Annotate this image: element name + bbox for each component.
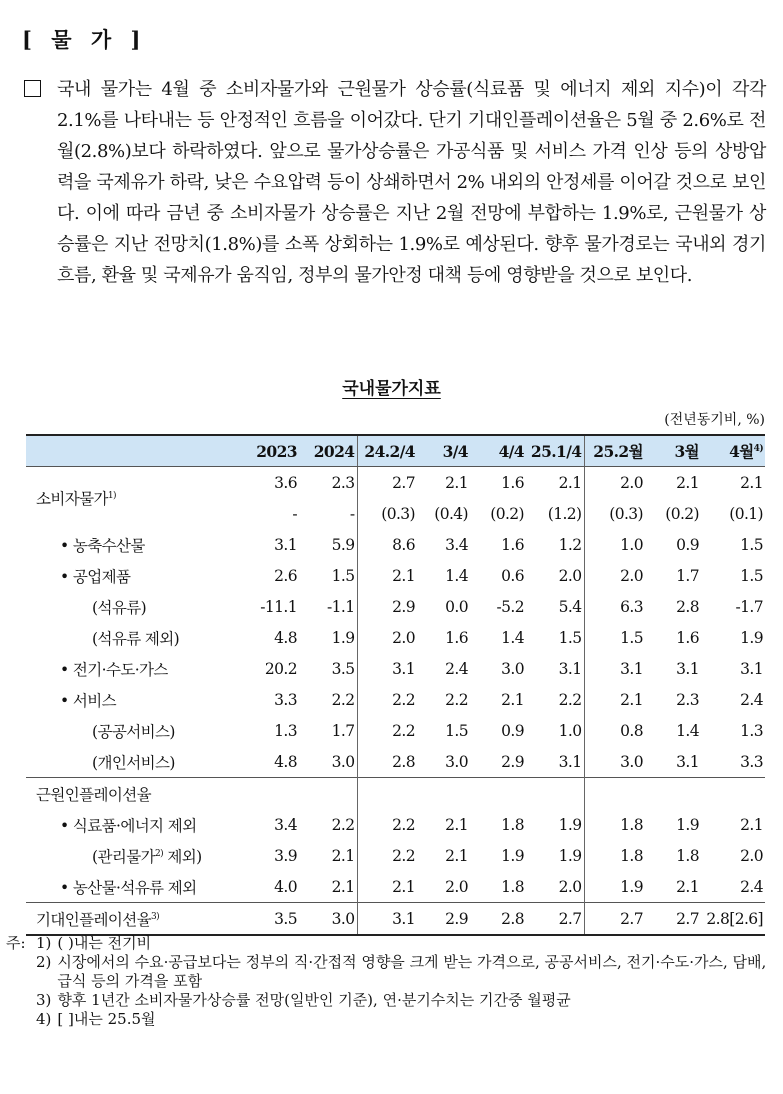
table-cell: 0.9 (501, 721, 524, 740)
table-cell: 3.0 (445, 752, 468, 771)
table-cell: 2.7 (357, 467, 417, 499)
table-cell (470, 778, 526, 810)
table-cell: 0.8 (584, 715, 645, 746)
header-cell: 25.2월 (584, 435, 645, 467)
note-item (6, 934, 771, 953)
row-label: • 공업제품 (60, 567, 131, 586)
table-cell: 2.0 (558, 877, 582, 896)
table-cell: 3.1 (740, 659, 763, 678)
table-cell: 1.7 (331, 721, 355, 740)
table-cell: 2.0 (740, 846, 763, 865)
table-cell: 1.4 (501, 628, 524, 647)
table-cell: 2.1 (445, 846, 468, 865)
table-cell: (0.2) (490, 504, 524, 523)
footnote-mark: 3) (151, 911, 160, 922)
row-label-text: 기대인플레이션율 (36, 910, 151, 929)
table-cell (526, 778, 584, 810)
row-label-text: 소비자물가 (36, 490, 108, 508)
table-cell: 2.2 (357, 715, 417, 746)
table-cell: 2.4 (445, 659, 468, 678)
header-cell: 2023 (241, 435, 299, 467)
row-label: • 서비스 (60, 691, 116, 710)
table-cell: 3.3 (740, 752, 763, 771)
table-cell: 3.4 (445, 535, 468, 554)
table-cell: 20.2 (264, 659, 297, 678)
note-item (36, 953, 771, 991)
table-cell (357, 778, 417, 810)
note-number: 4) (36, 1010, 52, 1028)
footnote-mark: 1) (107, 490, 116, 501)
table-cell: - (292, 504, 297, 523)
table-cell: 1.0 (584, 529, 645, 560)
table-cell: 1.5 (740, 566, 763, 585)
table-cell: 3.1 (558, 752, 582, 771)
table-cell: 1.0 (558, 721, 582, 740)
table-cell: 2.1 (331, 846, 355, 865)
table-cell: 2.0 (357, 622, 417, 653)
note-text: ( )내는 전기비 (57, 934, 152, 952)
table-cell (241, 778, 299, 810)
table-row (26, 529, 765, 560)
table-cell (417, 778, 470, 810)
table-cell: 1.8 (501, 815, 524, 834)
table-cell: 2.1 (357, 871, 417, 903)
table-cell: 3.1 (558, 659, 582, 678)
table-cell: 1.7 (676, 566, 699, 585)
table-cell: 2.1 (445, 473, 468, 492)
table-cell: 1.5 (331, 566, 355, 585)
table-cell: 2.1 (740, 473, 763, 492)
table-cell: 2.1 (676, 877, 699, 896)
table-cell: 2.7 (526, 903, 584, 936)
row-label: (개인서비스) (92, 753, 175, 772)
table-row (26, 715, 765, 746)
footnote-mark: 4) (753, 443, 763, 454)
note-text: 향후 1년간 소비자물가상승률 전망(일반인 기준), 연·분기수치는 기간중 월평균 (57, 991, 571, 1009)
row-label: (석유류) (92, 598, 147, 617)
table-cell: 2.7 (584, 903, 645, 936)
table-title-text: 국내물가지표 (342, 379, 441, 399)
table-cell: 4.8 (274, 752, 297, 771)
table-row (26, 778, 765, 810)
table-row (26, 684, 765, 715)
table-cell: 2.1 (676, 473, 699, 492)
header-cell-text: 4월 (729, 442, 754, 461)
table-cell: 3.1 (584, 653, 645, 684)
table-cell: 2.1 (584, 684, 645, 715)
table-cell: 1.4 (676, 721, 699, 740)
table-cell: 2.4 (740, 690, 763, 709)
note-number: 3) (36, 991, 52, 1009)
table-cell: 2.9 (501, 752, 524, 771)
table-cell: 1.6 (676, 628, 699, 647)
table-cell: 2.1 (331, 877, 355, 896)
row-label: (석유류 제외) (92, 629, 180, 648)
table-cell: 5.9 (331, 535, 355, 554)
table-cell: 1.5 (584, 622, 645, 653)
header-cell: 4/4 (470, 435, 526, 467)
table-cell: 3.4 (274, 815, 297, 834)
table-row (26, 467, 765, 499)
table-cell: 2.2 (357, 684, 417, 715)
table-cell: (0.3) (584, 498, 645, 529)
table-cell: (0.3) (357, 498, 417, 529)
checkbox-bullet-icon (24, 80, 41, 97)
table-title (0, 374, 783, 399)
table-cell: 2.7 (645, 903, 701, 936)
table-cell: 2.2 (331, 690, 355, 709)
table-cell: 1.3 (274, 721, 297, 740)
table-cell: 2.9 (417, 903, 470, 936)
table-cell: 2.2 (357, 809, 417, 840)
row-label: 근원인플레이션율 (26, 778, 241, 810)
table-cell: 0.0 (445, 597, 468, 616)
table-cell: 1.2 (558, 535, 582, 554)
table-row (26, 746, 765, 778)
header-label-cell (26, 435, 241, 467)
table-cell: 3.5 (331, 659, 355, 678)
note-number: 2) (36, 953, 52, 971)
table-cell: 2.1 (558, 473, 582, 492)
table-cell: 2.0 (584, 467, 645, 499)
table-cell (701, 778, 765, 810)
table-cell: 4.0 (274, 877, 297, 896)
table-cell: 2.2 (331, 815, 355, 834)
table-cell: (0.1) (729, 504, 763, 523)
table-row (26, 903, 765, 936)
header-cell: 24.2/4 (357, 435, 417, 467)
header-cell: 2024 (299, 435, 357, 467)
table-cell: 1.3 (740, 721, 763, 740)
row-label: • 농산물·석유류 제외 (60, 878, 197, 897)
table-cell: 0.9 (676, 535, 699, 554)
table-row (26, 809, 765, 840)
table-cell: 3.1 (676, 752, 699, 771)
table-cell: 6.3 (584, 591, 645, 622)
header-cell (701, 435, 765, 467)
table-header-row (26, 435, 765, 467)
table-row (26, 871, 765, 903)
table-cell (299, 778, 357, 810)
table-cell: 1.6 (501, 473, 524, 492)
table-cell: 8.6 (357, 529, 417, 560)
table-cell: 1.8 (584, 840, 645, 871)
table-cell: -11.1 (260, 597, 297, 616)
table-cell: 1.9 (558, 846, 582, 865)
table-cell: - (349, 504, 355, 523)
table-row (26, 840, 765, 871)
table-cell: 2.9 (357, 591, 417, 622)
table-cell: 2.0 (584, 560, 645, 591)
table-cell: 1.9 (501, 846, 524, 865)
row-label: • 식료품·에너지 제외 (60, 816, 197, 835)
table-row (26, 560, 765, 591)
price-indicator-table (26, 434, 765, 936)
table-cell: 3.3 (274, 690, 297, 709)
table-cell: 3.0 (501, 659, 524, 678)
table-cell: 3.1 (357, 903, 417, 936)
table-notes (6, 934, 771, 1029)
table-cell: 2.3 (676, 690, 699, 709)
table-cell: 1.4 (445, 566, 468, 585)
table-cell: -1.1 (327, 597, 355, 616)
table-cell: 1.9 (584, 871, 645, 903)
table-cell: 1.9 (558, 815, 582, 834)
section-title: [ 물 가 ] (22, 27, 147, 52)
table-cell: 1.5 (558, 628, 582, 647)
header-cell: 3월 (645, 435, 701, 467)
table-cell: 2.8 (676, 597, 699, 616)
note-item (36, 991, 771, 1010)
table-cell: 3.1 (274, 535, 297, 554)
table-unit: (전년동기비, %) (664, 412, 765, 428)
table-cell: 3.1 (357, 653, 417, 684)
notes-prefix: 주: (6, 934, 26, 952)
table-cell: 2.6 (274, 566, 297, 585)
table-cell (645, 778, 701, 810)
table-cell: 3.6 (274, 473, 297, 492)
table-cell: 2.2 (558, 690, 582, 709)
table-cell: 2.1 (445, 815, 468, 834)
table-cell: 2.4 (740, 877, 763, 896)
row-label-text: (관리물가 (92, 847, 155, 866)
table-cell: 1.9 (331, 628, 355, 647)
footnote-mark: 2) (154, 848, 163, 859)
table-cell: 2.8 (357, 746, 417, 778)
paragraph-text: 국내 물가는 4월 중 소비자물가와 근원물가 상승률(식료품 및 에너지 제외 지수)이 각각 2.1%를 나타내는 등 안정적인 흐름을 이어갔다. 단기 기대인플레이션율은 5월 중 2.6%로 전월(2.8%)보다 하락하였다. 앞으로 물가상승률은 가공식품 및 서비스 가격 인상 등의 상방압력을 국제유가 하락, 낮은 수요압력 등이 상쇄하면서 2% 내외의 안정세를 이어갈 것으로 보인다. 이에 따라 금년 중 소비자물가 상승률은 지난 2월 전망에 부합하는 1.9%로, 근원물가 상승률은 지난 전망치(1.8%)를 소폭 상회하는 1.9%로 예상된다. 향후 물가경로는 국내외 경기 흐름, 환율 및 국제유가 움직임, 정부의 물가안정 대책 등에 영향받을 것으로 보인다. (57, 79, 766, 286)
row-label: • 전기·수도·가스 (60, 660, 168, 679)
table-cell: 2.1 (501, 690, 524, 709)
note-text: 시장에서의 수요·공급보다는 정부의 직·간접적 영향을 크게 받는 가격으로, 공공서비스, 전기·수도·가스, 담배, 급식 등의 가격을 포함 (57, 953, 767, 990)
summary-paragraph (24, 74, 766, 291)
table-cell: -1.7 (735, 597, 763, 616)
table-cell: 2.1 (740, 815, 763, 834)
header-cell: 3/4 (417, 435, 470, 467)
table-cell: 2.2 (445, 690, 468, 709)
table-cell: 1.6 (501, 535, 524, 554)
row-label (26, 840, 241, 871)
table-cell: 3.5 (241, 903, 299, 936)
table-cell: (0.2) (665, 504, 699, 523)
table-cell: 1.8 (584, 809, 645, 840)
table-cell: (1.2) (547, 504, 582, 523)
table-cell: 1.9 (676, 815, 699, 834)
row-label (26, 903, 241, 936)
table-cell: (0.4) (434, 504, 468, 523)
table-cell: 5.4 (558, 597, 582, 616)
table-cell: 3.0 (584, 746, 645, 778)
table-cell: 3.0 (331, 752, 355, 771)
table-row (26, 622, 765, 653)
row-label: (공공서비스) (92, 722, 175, 741)
table-cell: 1.8 (501, 877, 524, 896)
table-cell: 2.8 (470, 903, 526, 936)
table-cell: 3.0 (299, 903, 357, 936)
table-cell: 1.9 (740, 628, 763, 647)
table-cell: 2.1 (357, 560, 417, 591)
table-cell: 2.3 (331, 473, 355, 492)
table-cell: 1.5 (740, 535, 763, 554)
table-cell: 3.9 (274, 846, 297, 865)
table-row (26, 591, 765, 622)
table-cell: 2.0 (445, 877, 468, 896)
table-cell: 1.8 (676, 846, 699, 865)
note-text: [ ]내는 25.5월 (57, 1010, 156, 1028)
table-cell: 2.8[2.6] (701, 903, 765, 936)
row-label (26, 467, 241, 530)
table-cell: 2.0 (558, 566, 582, 585)
table-cell: 1.6 (445, 628, 468, 647)
table-cell (584, 778, 645, 810)
table-cell: 4.8 (274, 628, 297, 647)
table-cell: 2.2 (357, 840, 417, 871)
table-cell: 0.6 (501, 566, 524, 585)
row-label-text: 제외) (163, 847, 202, 866)
table-cell: 3.1 (676, 659, 699, 678)
table-cell: 1.5 (445, 721, 468, 740)
table-row (26, 653, 765, 684)
row-label: • 농축수산물 (60, 536, 145, 555)
header-cell: 25.1/4 (526, 435, 584, 467)
note-item (36, 1010, 771, 1029)
note-number: 1) (36, 934, 52, 952)
table-cell: -5.2 (496, 597, 524, 616)
